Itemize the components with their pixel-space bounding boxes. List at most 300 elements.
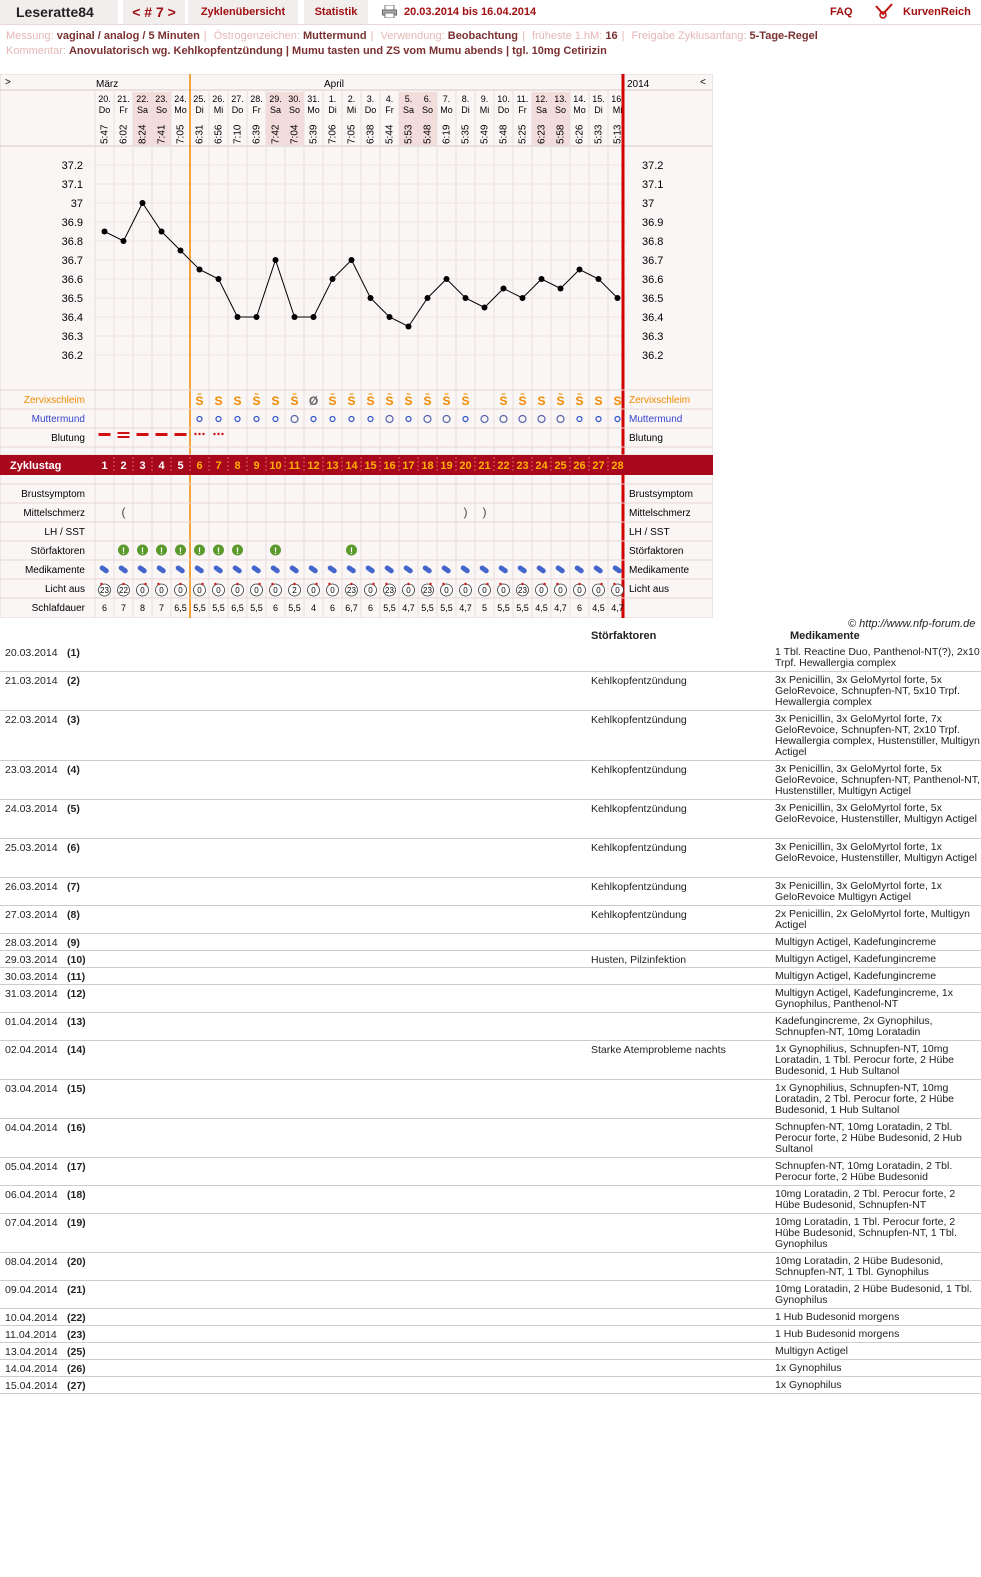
row-medications: 10mg Loratadin, 2 Hübe Budesonid, Schnupfen-NT, 1 Tbl. Gynophilus <box>775 1255 944 1278</box>
row-label-disturb: Störfaktoren <box>30 546 85 557</box>
row-medications: 10mg Loratadin, 2 Tbl. Perocur forte, 2 Hübe Budesonid, Schnupfen-NT <box>775 1188 956 1211</box>
comment-value: Anovulatorisch wg. Kehlkopfentzündung | Mumu tasten und ZS vom Mumu abends | tgl. 10mg Cetirizin <box>68 45 607 57</box>
row-disturbances: Kehlkopfentzündung <box>591 842 687 854</box>
day-date: 28. <box>250 94 263 104</box>
day-weekday: So <box>288 105 301 115</box>
row-cycle-day: (9) <box>67 937 80 949</box>
measure-time: 5:47 <box>99 124 111 144</box>
light-out-marker <box>179 583 181 585</box>
measure-time: 6:23 <box>536 124 548 144</box>
tab-statistics[interactable]: Statistik <box>304 0 368 24</box>
disturbance-glyph: ! <box>217 546 220 556</box>
row-medications: 3x Penicillin, 3x GeloMyrtol forte, 7x GeloRevoice, Schnupfen-NT, 2x10 Trpf. Hewallergia complex, Hustenstiller, Multigyn Actigel <box>775 713 980 758</box>
row-date: 31.03.2014 <box>5 988 58 1000</box>
cycle-day-number: 3 <box>139 460 146 472</box>
cervix-symbol: S <box>594 394 603 408</box>
day-date: 27. <box>231 94 244 104</box>
measure-time: 7:10 <box>232 124 244 144</box>
row-date: 11.04.2014 <box>5 1329 57 1341</box>
temperature-point <box>596 276 602 282</box>
row-cycle-day: (10) <box>67 954 86 966</box>
row-medications: 1 Hub Budesonid morgens <box>775 1311 900 1323</box>
table-row <box>0 1080 981 1119</box>
table-row <box>0 878 981 906</box>
light-out-value: 0 <box>539 586 544 595</box>
day-date: 22. <box>136 94 149 104</box>
bleeding-mark <box>156 433 168 436</box>
cycle-day-number: 18 <box>421 460 434 472</box>
light-out-value: 0 <box>254 586 259 595</box>
table-row <box>0 1253 981 1281</box>
row-label-cervix: Zervixschleim <box>23 395 85 406</box>
cycle-day-number: 19 <box>440 460 453 472</box>
sleep-duration: 4,7 <box>611 603 624 613</box>
sleep-duration: 6 <box>272 603 279 613</box>
day-weekday: Di <box>328 105 337 115</box>
cycle-day-number: 13 <box>326 460 339 472</box>
measure-time: 5:49 <box>479 124 491 144</box>
day-date: 10. <box>497 94 510 104</box>
table-row <box>0 672 981 711</box>
row-medications: Schnupfen-NT, 10mg Loratadin, 2 Tbl. Perocur forte, 2 Hübe Budesonid <box>775 1160 953 1183</box>
cervix-symbol: S <box>518 394 527 408</box>
light-out-marker <box>385 583 387 585</box>
table-row <box>0 1343 981 1360</box>
row-medications: 2x Penicillin, 2x GeloMyrtol forte, Multigyn Actigel <box>775 908 970 931</box>
spotting-mark <box>217 433 219 435</box>
tab-cycle-overview[interactable]: Zyklenübersicht <box>188 0 298 24</box>
row-label-bleeding-right: Blutung <box>629 433 663 444</box>
temperature-chart <box>0 74 713 618</box>
y-tick-left: 36.8 <box>61 236 83 248</box>
brand-name[interactable]: KurvenReich <box>903 6 971 18</box>
row-label-cycleday: Zyklustag <box>10 460 62 472</box>
light-out-marker <box>372 583 374 585</box>
sleep-duration: 4 <box>310 603 317 613</box>
day-weekday: Do <box>364 105 377 115</box>
day-weekday: Mi <box>479 105 490 115</box>
day-weekday: Mo <box>440 105 453 115</box>
measure-time: 7:04 <box>289 124 301 144</box>
cycle-day-number: 24 <box>535 460 548 472</box>
spotting-mark <box>221 433 223 435</box>
sleep-duration: 4,5 <box>592 603 605 613</box>
y-tick-right: 37.1 <box>642 179 664 191</box>
estrogen-value: Muttermund <box>303 30 367 42</box>
y-tick-right: 36.7 <box>642 255 664 267</box>
light-out-marker <box>613 583 615 585</box>
cervix-symbol: S <box>347 394 356 408</box>
table-row <box>0 951 981 968</box>
row-medications: 1x Gynophilus <box>775 1362 842 1374</box>
sleep-duration: 5,5 <box>383 603 396 613</box>
sleep-duration: 8 <box>139 603 146 613</box>
comment-info <box>6 45 607 57</box>
day-weekday: Fr <box>518 105 527 115</box>
row-medications: 3x Penicillin, 3x GeloMyrtol forte, 5x GeloRevoice, Schnupfen-NT, 5x10 Trpf. Hewallergia complex <box>775 674 961 708</box>
light-out-value: 0 <box>330 586 335 595</box>
table-row <box>0 1041 981 1080</box>
day-date: 16. <box>611 94 624 104</box>
temperature-point <box>121 238 127 244</box>
col-header-disturbances: Störfaktoren <box>591 630 657 642</box>
table-row <box>0 761 981 800</box>
table-row <box>0 1214 981 1253</box>
measure-time: 6:56 <box>213 124 225 144</box>
row-medications: 1x Gynophilius, Schnupfen-NT, 10mg Loratadin, 2 Tbl. Perocur forte, 2 Hübe Budesonid, 1 Hub Sultanol <box>775 1082 954 1116</box>
row-cycle-day: (8) <box>67 909 80 921</box>
day-date: 3. <box>366 94 375 104</box>
sleep-duration: 6 <box>576 603 583 613</box>
cervix-symbol: S <box>575 394 584 408</box>
row-date: 15.04.2014 <box>5 1380 58 1392</box>
day-date: 7. <box>442 94 451 104</box>
day-date: 26. <box>212 94 225 104</box>
row-date: 03.04.2014 <box>5 1083 58 1095</box>
usage-label: Verwendung: <box>380 30 445 42</box>
table-row <box>0 968 981 985</box>
measure-time: 6:19 <box>441 124 453 144</box>
light-out-value: 23 <box>100 586 109 595</box>
nav-prev: > <box>5 77 11 88</box>
cervix-symbol: S <box>404 394 413 408</box>
sleep-duration: 6,5 <box>174 603 187 613</box>
measure-time: 7:05 <box>346 124 358 144</box>
cycle-day-number: 26 <box>573 460 586 472</box>
day-weekday: Mi <box>346 105 357 115</box>
cervix-symbol: S <box>195 394 204 408</box>
y-tick-right: 36.5 <box>642 293 664 305</box>
day-weekday: Do <box>98 105 111 115</box>
cycle-day-number: 14 <box>345 460 358 472</box>
y-tick-left: 37.2 <box>61 160 83 172</box>
y-tick-left: 36.2 <box>61 350 83 362</box>
disturbance-glyph: ! <box>236 546 239 556</box>
light-out-marker <box>258 583 260 585</box>
measure-time: 6:31 <box>194 124 206 144</box>
row-date: 09.04.2014 <box>5 1284 58 1296</box>
row-cycle-day: (26) <box>67 1363 86 1375</box>
row-medications: 1x Gynophilius, Schnupfen-NT, 10mg Loratadin, 1 Tbl. Perocur forte, 2 Hübe Budesonid, 1 Hub Sultanol <box>775 1043 954 1077</box>
row-date: 26.03.2014 <box>5 881 58 893</box>
light-out-marker <box>486 583 488 585</box>
row-label-muttermund-right: Muttermund <box>629 414 683 425</box>
measure-time: 5:39 <box>308 124 320 144</box>
row-label-breast: Brustsymptom <box>21 489 85 500</box>
light-out-value: 0 <box>577 586 582 595</box>
row-disturbances: Kehlkopfentzündung <box>591 803 687 815</box>
cervix-symbol: S <box>385 394 394 408</box>
row-medications: 1 Hub Budesonid morgens <box>775 1328 900 1340</box>
light-out-value: 0 <box>501 586 506 595</box>
row-label-lh: LH / SST <box>44 527 85 538</box>
cycle-day-number: 4 <box>158 460 165 472</box>
cervix-symbol: S <box>328 394 337 408</box>
day-date: 6. <box>423 94 432 104</box>
day-weekday: Do <box>497 105 510 115</box>
table-row <box>0 1119 981 1158</box>
release-value: 5-Tage-Regel <box>749 30 818 42</box>
row-medications: Multigyn Actigel, Kadefungincreme, 1x Gynophilus, Panthenol-NT <box>775 987 954 1010</box>
row-cycle-day: (12) <box>67 988 86 1000</box>
light-out-value: 0 <box>273 586 278 595</box>
temperature-point <box>558 286 564 292</box>
cervix-symbol: S <box>499 394 508 408</box>
kurvenreich-logo-icon <box>874 2 894 20</box>
sleep-duration: 5 <box>481 603 488 613</box>
row-label-midpain: Mittelschmerz <box>23 508 85 519</box>
day-weekday: So <box>421 105 434 115</box>
light-out-marker <box>315 583 317 585</box>
y-tick-right: 36.6 <box>642 274 664 286</box>
row-cycle-day: (27) <box>67 1380 86 1392</box>
temperature-point <box>368 295 374 301</box>
print-icon[interactable] <box>382 5 397 18</box>
cycle-day-number: 28 <box>611 460 624 472</box>
disturbance-glyph: ! <box>141 546 144 556</box>
disturbance-glyph: ! <box>160 546 163 556</box>
row-medications: 3x Penicillin, 3x GeloMyrtol forte, 5x GeloRevoice, Schnupfen-NT, Panthenol-NT, Hustenstiller, Multigyn Actigel <box>775 763 980 797</box>
y-tick-right: 36.9 <box>642 217 664 229</box>
light-out-value: 0 <box>197 586 202 595</box>
cycle-day-number: 15 <box>364 460 377 472</box>
row-medications: 10mg Loratadin, 2 Hübe Budesonid, 1 Tbl. Gynophilus <box>775 1283 973 1306</box>
sleep-duration: 6 <box>329 603 336 613</box>
measure-time: 7:42 <box>270 124 282 144</box>
day-date: 31. <box>307 94 320 104</box>
spotting-mark <box>202 433 204 435</box>
bleeding-mark <box>118 436 130 438</box>
light-out-value: 2 <box>292 586 297 595</box>
row-medications: Multigyn Actigel, Kadefungincreme <box>775 953 937 965</box>
midpain-symbol: ) <box>482 505 487 519</box>
disturbance-glyph: ! <box>122 546 125 556</box>
row-label-light-right: Licht aus <box>629 584 670 595</box>
day-weekday: Sa <box>402 105 415 115</box>
light-out-value: 23 <box>385 586 394 595</box>
row-medications: Multigyn Actigel, Kadefungincreme <box>775 970 937 982</box>
row-cycle-day: (7) <box>67 881 80 893</box>
day-date: 1. <box>328 94 337 104</box>
row-cycle-day: (4) <box>67 764 80 776</box>
row-label-bleeding: Blutung <box>51 433 85 444</box>
temperature-point <box>254 314 260 320</box>
row-medications: Kadefungincreme, 2x Gynophilus, Schnupfen-NT, 10mg Loratadin <box>775 1015 933 1038</box>
cycle-day-number: 7 <box>215 460 222 472</box>
row-cycle-day: (16) <box>67 1122 86 1134</box>
cycle-day-number: 20 <box>459 460 472 472</box>
row-cycle-day: (19) <box>67 1217 86 1229</box>
sleep-duration: 6,7 <box>345 603 358 613</box>
row-disturbances: Kehlkopfentzündung <box>591 909 687 921</box>
sleep-duration: 4,7 <box>554 603 567 613</box>
y-tick-left: 36.3 <box>61 331 83 343</box>
row-disturbances: Kehlkopfentzündung <box>591 881 687 893</box>
row-date: 25.03.2014 <box>5 842 58 854</box>
day-date: 24. <box>174 94 187 104</box>
year-label: 2014 <box>627 79 650 90</box>
spotting-mark <box>198 433 200 435</box>
row-cycle-day: (14) <box>67 1044 86 1056</box>
light-out-marker <box>407 583 409 585</box>
table-row <box>0 1281 981 1309</box>
table-row <box>0 839 981 878</box>
light-out-marker <box>214 583 216 585</box>
sleep-duration: 5,5 <box>421 603 434 613</box>
light-out-value: 0 <box>311 586 316 595</box>
table-row <box>0 1309 981 1326</box>
measure-time: 5:13 <box>612 124 624 144</box>
cervix-symbol: S <box>423 394 432 408</box>
row-date: 29.03.2014 <box>5 954 58 966</box>
row-medications: Multigyn Actigel <box>775 1345 848 1357</box>
cervix-symbol: S <box>233 394 242 408</box>
cervix-symbol: S <box>271 394 280 408</box>
light-out-marker <box>578 583 580 585</box>
table-row <box>0 644 981 672</box>
cycle-day-number: 22 <box>497 460 510 472</box>
measure-time: 6:02 <box>118 124 130 144</box>
row-date: 28.03.2014 <box>5 937 58 949</box>
row-label-meds-right: Medikamente <box>629 565 690 576</box>
day-weekday: Mo <box>573 105 586 115</box>
light-out-marker <box>144 583 146 585</box>
temperature-point <box>292 314 298 320</box>
y-tick-left: 36.9 <box>61 217 83 229</box>
temperature-point <box>311 314 317 320</box>
day-date: 11. <box>516 94 529 104</box>
day-weekday: Fr <box>252 105 261 115</box>
sleep-duration: 5,5 <box>193 603 206 613</box>
light-out-marker <box>236 583 238 585</box>
temperature-point <box>273 257 279 263</box>
day-date: 30. <box>288 94 301 104</box>
measure-label: Messung: <box>6 30 54 42</box>
measure-time: 5:44 <box>384 124 396 144</box>
temperature-point <box>330 276 336 282</box>
measure-time: 5:53 <box>403 124 415 144</box>
midpain-symbol: ( <box>121 505 126 519</box>
row-cycle-day: (3) <box>67 714 80 726</box>
nav-next: < <box>700 77 706 88</box>
light-out-marker <box>350 583 352 585</box>
table-row <box>0 800 981 839</box>
light-out-value: 0 <box>444 586 449 595</box>
row-label-light: Licht aus <box>44 584 85 595</box>
row-disturbances: Husten, Pilzinfektion <box>591 954 687 966</box>
row-date: 21.03.2014 <box>5 675 58 687</box>
sleep-duration: 5,5 <box>440 603 453 613</box>
bleeding-mark <box>175 433 187 436</box>
row-label-disturb-right: Störfaktoren <box>629 546 684 557</box>
light-out-value: 0 <box>482 586 487 595</box>
y-tick-right: 36.3 <box>642 331 664 343</box>
row-label-midpain-right: Mittelschmerz <box>629 508 691 519</box>
row-label-cervix-right: Zervixschleim <box>629 395 691 406</box>
y-tick-left: 36.5 <box>61 293 83 305</box>
y-tick-left: 36.7 <box>61 255 83 267</box>
temperature-point <box>577 267 583 273</box>
cycle-day-number: 27 <box>592 460 605 472</box>
sleep-duration: 4,7 <box>402 603 415 613</box>
row-date: 30.03.2014 <box>5 971 58 983</box>
row-cycle-day: (18) <box>67 1189 86 1201</box>
day-weekday: Do <box>231 105 244 115</box>
light-out-value: 23 <box>347 586 356 595</box>
day-weekday: Fr <box>119 105 128 115</box>
sleep-duration: 5,5 <box>516 603 529 613</box>
light-out-marker <box>122 583 124 585</box>
row-cycle-day: (2) <box>67 675 80 687</box>
temperature-point <box>102 229 108 235</box>
row-cycle-day: (5) <box>67 803 80 815</box>
row-cycle-day: (23) <box>67 1329 86 1341</box>
sleep-duration: 4,7 <box>459 603 472 613</box>
row-disturbances: Kehlkopfentzündung <box>591 764 687 776</box>
measure-time: 5:25 <box>517 124 529 144</box>
username[interactable]: Leseratte84 <box>0 0 118 24</box>
day-date: 4. <box>385 94 394 104</box>
cycle-day-number: 25 <box>554 460 567 472</box>
temperature-point <box>235 314 241 320</box>
temperature-point <box>444 276 450 282</box>
day-weekday: Di <box>461 105 470 115</box>
light-out-value: 0 <box>596 586 601 595</box>
month-label: März <box>96 79 119 90</box>
cycle-day-number: 12 <box>307 460 320 472</box>
cycle-day-number: 11 <box>288 460 301 472</box>
row-cycle-day: (25) <box>67 1346 86 1358</box>
bleeding-mark <box>99 433 111 436</box>
row-cycle-day: (20) <box>67 1256 86 1268</box>
light-out-marker <box>271 583 273 585</box>
bleeding-mark <box>137 433 149 436</box>
row-label-muttermund: Muttermund <box>31 414 85 425</box>
row-date: 22.03.2014 <box>5 714 58 726</box>
row-cycle-day: (13) <box>67 1016 86 1028</box>
measure-time: 6:39 <box>251 124 263 144</box>
measure-time: 7:06 <box>327 124 339 144</box>
sleep-duration: 5,5 <box>250 603 263 613</box>
cycle-switcher[interactable]: < # 7 > <box>123 0 185 24</box>
temperature-point <box>406 324 412 330</box>
faq-link[interactable]: FAQ <box>830 6 853 18</box>
row-medications: 1 Tbl. Reactine Duo, Panthenol-NT(?), 2x10 Trpf. Hewallergia complex <box>775 646 980 669</box>
light-out-marker <box>100 583 102 585</box>
measure-time: 5:48 <box>498 124 510 144</box>
row-medications: Multigyn Actigel, Kadefungincreme <box>775 936 937 948</box>
row-date: 07.04.2014 <box>5 1217 58 1229</box>
top-navigation <box>0 0 981 25</box>
cervix-symbol: S <box>556 394 565 408</box>
sleep-duration: 6 <box>367 603 374 613</box>
row-cycle-day: (17) <box>67 1161 86 1173</box>
comment-label: Kommentar: <box>6 45 66 57</box>
light-out-marker <box>499 583 501 585</box>
day-weekday: Mo <box>174 105 187 115</box>
row-date: 08.04.2014 <box>5 1256 58 1268</box>
y-tick-left: 36.4 <box>61 312 83 324</box>
day-weekday: Mo <box>307 105 320 115</box>
table-row <box>0 934 981 951</box>
sleep-duration: 5,5 <box>497 603 510 613</box>
row-cycle-day: (22) <box>67 1312 86 1324</box>
row-date: 27.03.2014 <box>5 909 58 921</box>
light-out-marker <box>556 583 558 585</box>
measure-time: 5:48 <box>422 124 434 144</box>
sleep-duration: 6,5 <box>231 603 244 613</box>
cycle-day-number: 8 <box>234 460 241 472</box>
